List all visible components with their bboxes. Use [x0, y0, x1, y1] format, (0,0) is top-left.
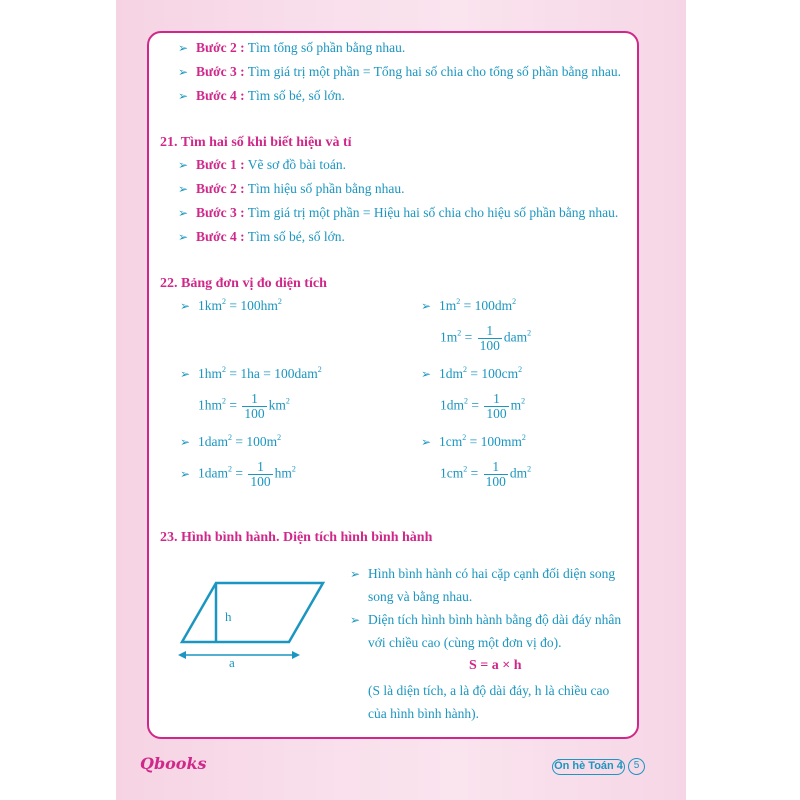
unit-fraction-row: $1dm^2$ = $\frac{1}{100}$ $m^2$: [440, 391, 526, 421]
base-label: a: [229, 655, 235, 670]
page-number: 5: [628, 758, 645, 775]
area-bullet: ➢ Diện tích hình bình hành bằng độ dài đáy nhân: [350, 612, 622, 627]
arrow-bullet-icon: ➢: [180, 299, 191, 313]
section-23-title: 23. Hình bình hành. Diện tích hình bình hành: [160, 530, 433, 545]
arrow-bullet-icon: ➢: [350, 567, 361, 581]
area-formula: S = a × h: [469, 658, 522, 673]
formula-note: (S là diện tích, a là độ dài đáy, h là chiều cao: [368, 683, 610, 698]
arrow-right-icon: [292, 651, 300, 659]
arrow-bullet-icon: ➢: [178, 41, 189, 55]
unit-row: ➢ $1km^2 = 100hm^2$: [180, 297, 282, 313]
height-label: h: [225, 609, 232, 624]
fraction: $\frac{1}{100}$: [250, 459, 271, 489]
fraction: $\frac{1}{100}$: [479, 323, 500, 353]
step-item: ➢ Bước 3 : Tìm giá trị một phần = Tổng hai số chia cho tổng số phần bằng nhau.: [178, 64, 622, 79]
step-item: ➢ Bước 4 : Tìm số bé, số lớn.: [178, 88, 345, 103]
fraction: $\frac{1}{100}$: [486, 391, 507, 421]
step-item: ➢ Bước 4 : Tìm số bé, số lớn.: [178, 229, 345, 244]
step-item: ➢ Bước 1 : Vẽ sơ đồ bài toán.: [178, 157, 346, 172]
step-item: ➢ Bước 3 : Tìm giá trị một phần = Hiệu hai số chia cho hiệu số phần bằng nhau.: [178, 205, 619, 220]
formula-note-cont: của hình bình hành).: [368, 706, 479, 721]
parallelogram-shape: [182, 583, 323, 642]
step-item: ➢ Bước 2 : Tìm tổng số phần bằng nhau.: [178, 40, 406, 55]
section-21-title: 21. Tìm hai số khi biết hiệu và tỉ: [160, 135, 352, 150]
unit-row: ➢ $1m^2 = 100dm^2$: [421, 297, 517, 313]
area-bullet-cont: với chiều cao (cùng một đơn vị đo).: [368, 635, 562, 650]
arrow-bullet-icon: ➢: [421, 367, 432, 381]
unit-fraction-row: $1cm^2$ = $\frac{1}{100}$ $dm^2$: [440, 459, 532, 489]
section-22-title: 22. Bảng đơn vị đo diện tích: [160, 276, 327, 291]
arrow-bullet-icon: ➢: [350, 613, 361, 627]
fraction: $\frac{1}{100}$: [485, 459, 506, 489]
step-item: ➢ Bước 2 : Tìm hiệu số phần bằng nhau.: [178, 181, 405, 196]
arrow-bullet-icon: ➢: [178, 158, 189, 172]
unit-row: ➢ $1dam^2 = 100m^2$: [180, 433, 282, 449]
arrow-bullet-icon: ➢: [178, 230, 189, 244]
unit-row: ➢ $1cm^2 = 100mm^2$: [421, 433, 526, 449]
property-bullet-cont: song và bằng nhau.: [368, 589, 473, 604]
arrow-bullet-icon: ➢: [180, 466, 191, 481]
arrow-bullet-icon: ➢: [178, 89, 189, 103]
property-bullet: ➢ Hình bình hành có hai cặp cạnh đối diện song: [350, 566, 616, 581]
parallelogram-diagram: [172, 575, 332, 670]
footer-book-title: Ôn hè Toán 4: [552, 759, 625, 775]
unit-fraction-row: ➢ 1dam$^2$ = $\frac{1}{100}$ $hm^2$: [180, 459, 296, 489]
unit-row: ➢ $1dm^2 = 100cm^2$: [421, 365, 523, 381]
unit-fraction-row: $1hm^2$ = $\frac{1}{100}$ $km^2$: [198, 391, 290, 421]
arrow-left-icon: [178, 651, 186, 659]
unit-row: ➢ $1hm^2 = 1ha = 100dam^2$: [180, 365, 322, 381]
arrow-bullet-icon: ➢: [180, 435, 191, 449]
arrow-bullet-icon: ➢: [421, 435, 432, 449]
arrow-bullet-icon: ➢: [178, 182, 189, 196]
qbooks-logo: Qbooks: [140, 754, 207, 773]
fraction: $\frac{1}{100}$: [244, 391, 265, 421]
arrow-bullet-icon: ➢: [178, 65, 189, 79]
arrow-bullet-icon: ➢: [180, 367, 191, 381]
unit-fraction-row: $1m^2$ = $\frac{1}{100}$ dam$^2$: [440, 323, 532, 353]
arrow-bullet-icon: ➢: [178, 206, 189, 220]
arrow-bullet-icon: ➢: [421, 299, 432, 313]
